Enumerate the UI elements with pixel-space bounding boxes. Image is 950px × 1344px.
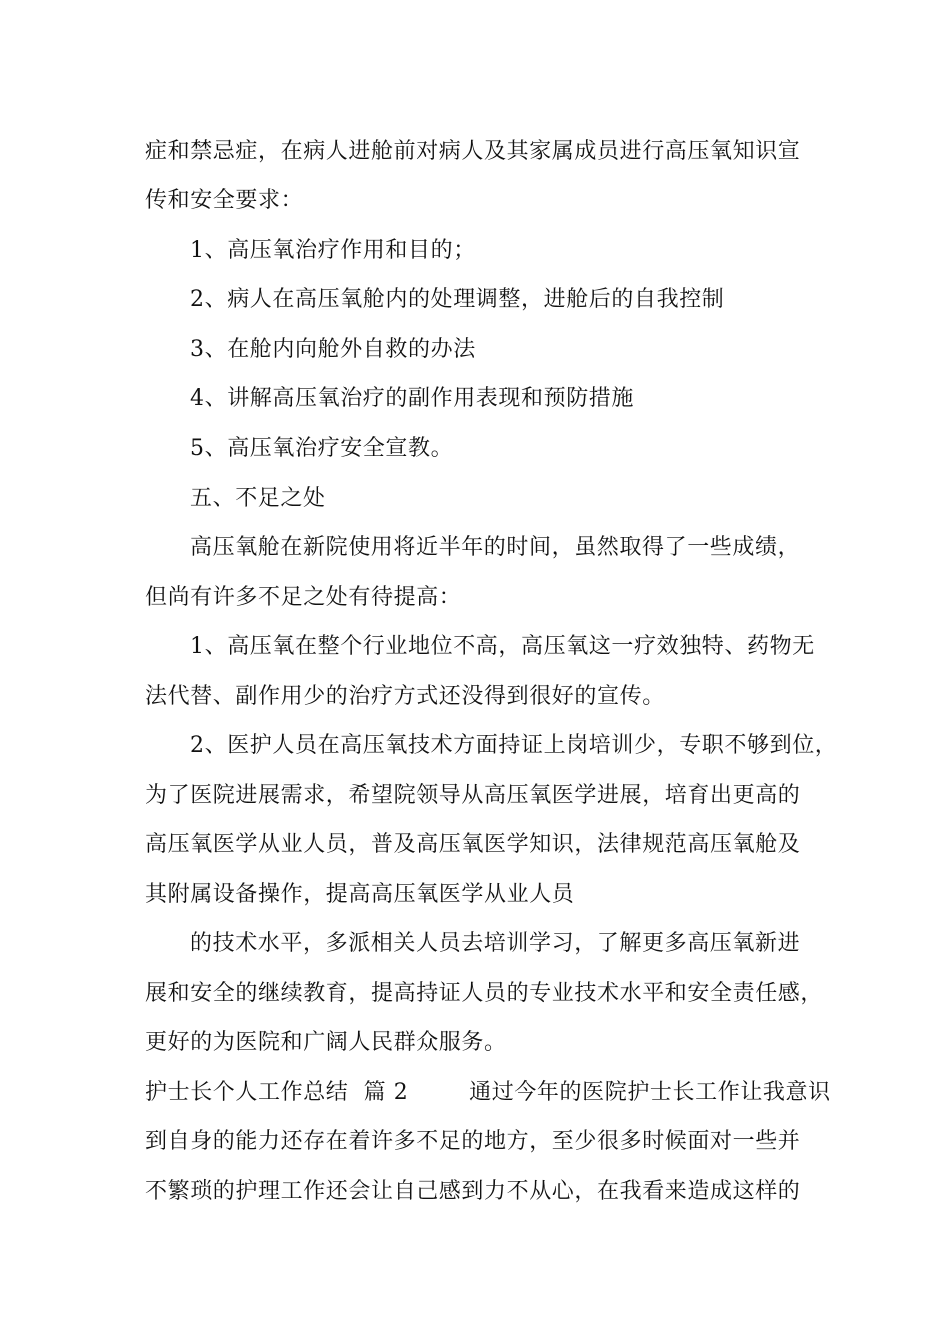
section-title-line: 护士长个人工作总结 篇 2 通过今年的医院护士长工作让我意识	[145, 1080, 831, 1105]
text-line: 不繁琐的护理工作还会让自己感到力不从心，在我看来造成这样的	[145, 1179, 801, 1204]
list-item: 5、高压氧治疗安全宣教。	[190, 436, 454, 461]
text-line: 症和禁忌症，在病人进舱前对病人及其家属成员进行高压氧知识宣	[145, 139, 801, 164]
text-line: 展和安全的继续教育，提高持证人员的专业技术水平和安全责任感，	[145, 981, 824, 1006]
text-line: 其附属设备操作，提高高压氧医学从业人员	[145, 882, 575, 907]
text-line: 为了医院进展需求，希望院领导从高压氧医学进展，培育出更高的	[145, 783, 801, 808]
list-item: 2、病人在高压氧舱内的处理调整，进舱后的自我控制	[190, 287, 725, 312]
list-item: 2、医护人员在高压氧技术方面持证上岗培训少，专职不够到位，	[190, 733, 838, 758]
list-item: 1、高压氧在整个行业地位不高，高压氧这一疗效独特、药物无	[190, 634, 815, 659]
text-line: 的技术水平，多派相关人员去培训学习，了解更多高压氧新进	[190, 931, 801, 956]
text-line: 法代替、副作用少的治疗方式还没得到很好的宣传。	[145, 684, 665, 709]
text-line: 高压氧医学从业人员，普及高压氧医学知识，法律规范高压氧舱及	[145, 832, 801, 857]
text-line: 但尚有许多不足之处有待提高：	[145, 585, 462, 610]
list-item: 3、在舱内向舱外自救的办法	[190, 337, 476, 362]
list-item: 4、讲解高压氧治疗的副作用表现和预防措施	[190, 386, 634, 411]
text-line: 高压氧舱在新院使用将近半年的时间，虽然取得了一些成绩，	[190, 535, 801, 560]
text-line: 到自身的能力还存在着许多不足的地方，至少很多时候面对一些并	[145, 1129, 801, 1154]
text-line: 传和安全要求：	[145, 188, 304, 213]
list-item: 1、高压氧治疗作用和目的；	[190, 238, 476, 263]
section-heading: 五、不足之处	[190, 486, 326, 511]
text-line: 更好的为医院和广阔人民群众服务。	[145, 1030, 507, 1055]
